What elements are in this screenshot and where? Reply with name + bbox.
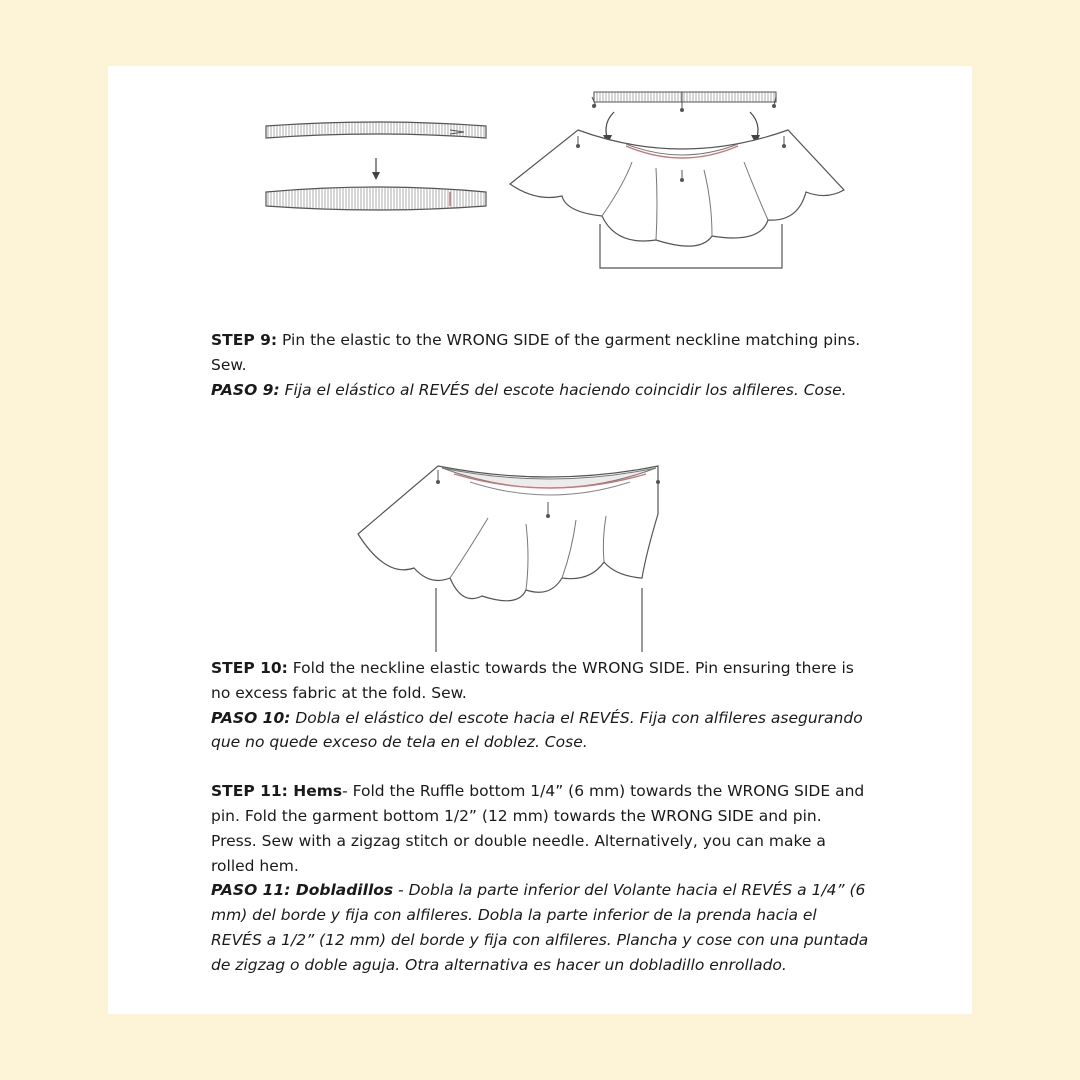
step-9-label: STEP 9: (211, 331, 278, 349)
paso-11-spanish (211, 878, 871, 977)
elastic-joining-illustration (258, 120, 498, 220)
step-9-text: Pin the elastic to the WRONG SIDE of the garment neckline matching pins. Sew. (211, 331, 861, 374)
paso-9-label: PASO 9: (211, 380, 280, 399)
elastic-pinned-to-neckline-illustration (506, 84, 850, 274)
step-11-english (211, 779, 871, 878)
step-11-label: STEP 11: Hems (211, 782, 343, 801)
instruction-page (108, 66, 972, 1014)
step-10-text: Fold the neckline elastic towards the WRONG SIDE. Pin ensuring there is no excess fabric at the fold. Sew. (211, 659, 854, 702)
paso-9-spanish (211, 378, 871, 403)
step-9-english (211, 328, 871, 378)
paso-10-text: Dobla el elástico del escote hacia el REVÉS. Fija con alfileres asegurando que no quede exceso de tela en el doblez. Cose. (211, 708, 863, 752)
paso-11-label: PASO 11: Dobladillos (211, 881, 394, 900)
paso-9-text: Fija el elástico al REVÉS del escote haciendo coincidir los alfileres. Cose. (279, 380, 847, 399)
paso-10-label: PASO 10: (211, 708, 291, 727)
elastic-folded-illustration (350, 458, 666, 654)
step-10-english (211, 656, 871, 706)
paso-11-text: - Dobla la parte inferior del Volante hacia el REVÉS a 1/4” (6 mm) del borde y fija con alfileres. Dobla la parte inferior de la prenda hacia el REVÉS a 1/2” (12 mm) del borde y fija con alfileres. Plancha y cose con una puntada de zigzag o doble aguja. Otra alternativa es hacer un dobladillo enrollado. (211, 881, 869, 974)
step-9-instructions (211, 328, 871, 402)
step-10-11-instructions (211, 656, 871, 978)
step-10-label: STEP 10: (211, 659, 288, 677)
paragraph-gap (211, 755, 871, 779)
step-11-text: - Fold the Ruffle bottom 1/4” (6 mm) towards the WRONG SIDE and pin. Fold the garment bottom 1/2” (12 mm) towards the WRONG SIDE and pin. Press. Sew with a zigzag stitch or double needle. Alternatively, you can make a rolled hem. (211, 782, 865, 875)
paso-10-spanish (211, 706, 871, 756)
